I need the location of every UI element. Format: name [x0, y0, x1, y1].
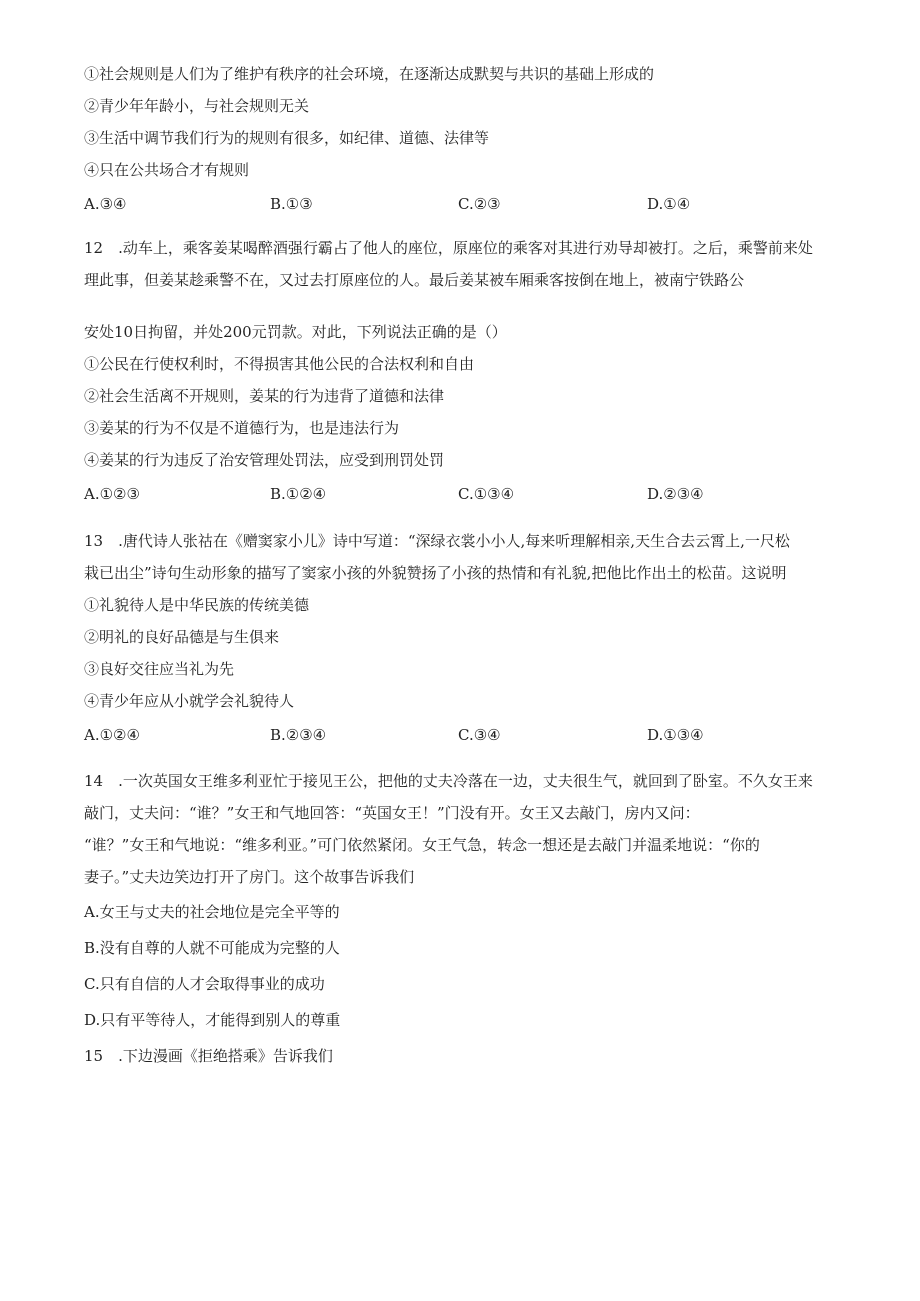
q11-option-c[interactable]: C.②③ — [458, 195, 501, 213]
q12-option-d[interactable]: D.②③④ — [647, 485, 704, 503]
q14-option-d[interactable]: D.只有平等待人，才能得到别人的尊重 — [84, 1011, 341, 1029]
q12-item-4: ④姜某的行为违反了治安管理处罚法，应受到刑罚处罚 — [84, 451, 445, 469]
q13-option-a[interactable]: A.①②④ — [84, 726, 140, 744]
q13-item-3: ③良好交往应当礼为先 — [84, 660, 235, 678]
q14-stem-line-4: 妻子。”丈夫边笑边打开了房门。这个故事告诉我们 — [84, 868, 415, 886]
q13-options — [84, 725, 844, 745]
q14-option-a[interactable]: A.女王与丈夫的社会地位是完全平等的 — [84, 903, 340, 921]
q13-stem-line-1: 13 .唐代诗人张祜在《赠窦家小儿》诗中写道：“深绿衣裳小小人,每来听理解相亲,天生合去云霄上,一尺松 — [84, 532, 790, 550]
q13-item-2: ②明礼的良好品德是与生俱来 — [84, 628, 280, 646]
q14-stem-line-3: “谁？”女王和气地说：“维多利亚。”可门依然紧闭。女王气急，转念一想还是去敲门并温柔地说：“你的 — [84, 836, 760, 854]
q12-item-1: ①公民在行使权利时，不得损害其他公民的合法权利和自由 — [84, 355, 475, 373]
q12-stem-line-3: 安处10日拘留，并处200元罚款。对此，下列说法正确的是（） — [84, 323, 507, 341]
q13-option-d[interactable]: D.①③④ — [647, 726, 704, 744]
q14-stem-line-1: 14 .一次英国女王维多利亚忙于接见王公，把他的丈夫冷落在一边，丈夫很生气，就回到了卧室。不久女王来 — [84, 772, 813, 790]
q12-option-b[interactable]: B.①②④ — [270, 485, 327, 503]
q14-option-c[interactable]: C.只有自信的人才会取得事业的成功 — [84, 975, 325, 993]
q12-stem-line-2: 理此事，但姜某趁乘警不在，又过去打原座位的人。最后姜某被车厢乘客按倒在地上，被南宁铁路公 — [84, 271, 745, 289]
q12-item-2: ②社会生活离不开规则，姜某的行为违背了道德和法律 — [84, 387, 445, 405]
q11-item-4: ④只在公共场合才有规则 — [84, 161, 250, 179]
q13-stem-line-2: 栽已出尘”诗句生动形象的描写了窦家小孩的外貌赞扬了小孩的热情和有礼貌,把他比作出土的松苗。这说明 — [84, 564, 787, 582]
q11-option-b[interactable]: B.①③ — [270, 195, 313, 213]
q11-option-a[interactable]: A.③④ — [84, 195, 127, 213]
q11-item-1: ①社会规则是人们为了维护有秩序的社会环境，在逐渐达成默契与共识的基础上形成的 — [84, 65, 655, 83]
q12-option-c[interactable]: C.①③④ — [458, 485, 515, 503]
q11-options — [84, 194, 844, 214]
q13-option-b[interactable]: B.②③④ — [270, 726, 327, 744]
q13-item-1: ①礼貌待人是中华民族的传统美德 — [84, 596, 310, 614]
q12-option-a[interactable]: A.①②③ — [84, 485, 140, 503]
q13-option-c[interactable]: C.③④ — [458, 726, 501, 744]
q11-option-d[interactable]: D.①④ — [647, 195, 691, 213]
q14-option-b[interactable]: B.没有自尊的人就不可能成为完整的人 — [84, 939, 340, 957]
q12-options — [84, 484, 844, 504]
q15-stem-line-1: 15 .下边漫画《拒绝搭乘》告诉我们 — [84, 1047, 333, 1065]
q12-stem-line-1: 12 .动车上，乘客姜某喝醉酒强行霸占了他人的座位，原座位的乘客对其进行劝导却被打。之后，乘警前来处 — [84, 239, 813, 257]
q14-stem-line-2: 敲门，丈夫问：“谁？”女王和气地回答：“英国女王！”门没有开。女王又去敲门，房内又问： — [84, 804, 700, 822]
q11-item-3: ③生活中调节我们行为的规则有很多，如纪律、道德、法律等 — [84, 129, 490, 147]
q12-item-3: ③姜某的行为不仅是不道德行为，也是违法行为 — [84, 419, 400, 437]
q13-item-4: ④青少年应从小就学会礼貌待人 — [84, 692, 295, 710]
q11-item-2: ②青少年年龄小，与社会规则无关 — [84, 97, 310, 115]
